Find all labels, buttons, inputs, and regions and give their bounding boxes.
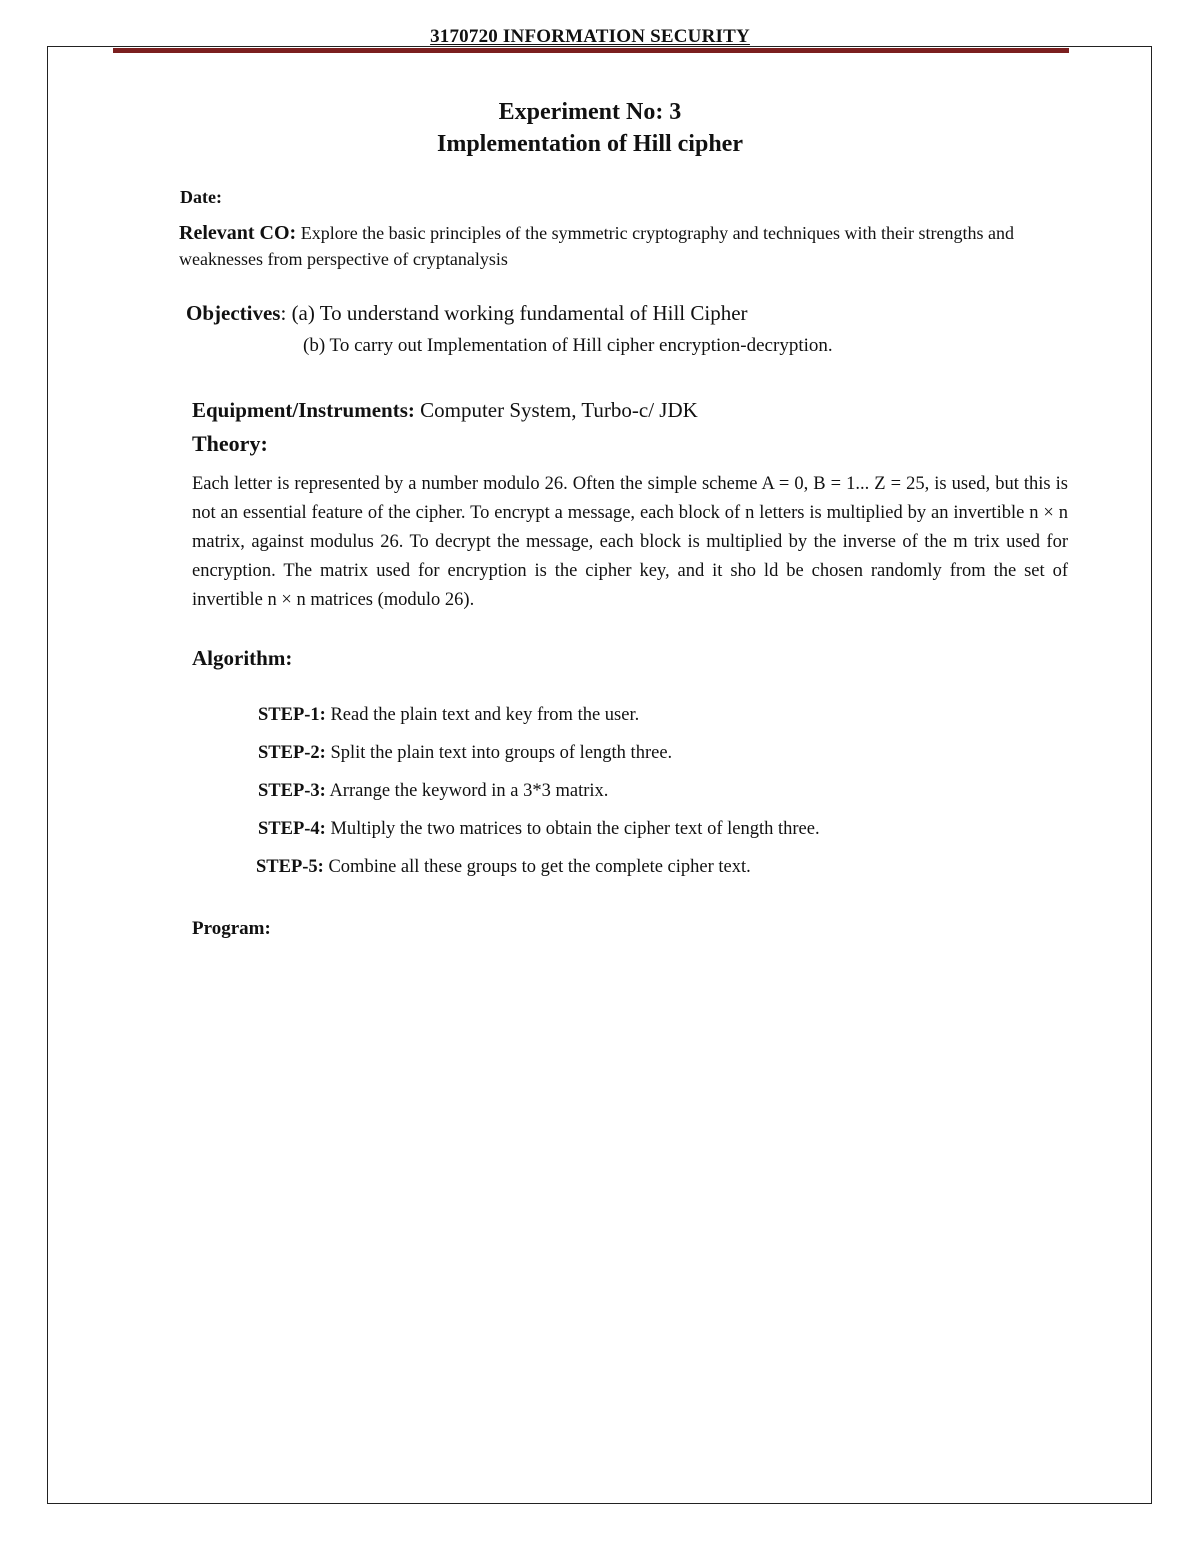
step-text: Combine all these groups to get the complete cipher text. bbox=[323, 857, 751, 877]
step-label: STEP-1: bbox=[258, 705, 326, 725]
experiment-title: Implementation of Hill cipher bbox=[437, 131, 743, 157]
step-label: STEP-4: bbox=[258, 819, 326, 839]
algorithm-step bbox=[258, 819, 820, 840]
step-text: Read the plain text and key from the user. bbox=[325, 705, 640, 725]
equipment-label: Equipment/Instruments: bbox=[192, 398, 415, 422]
step-label: STEP-3: bbox=[258, 781, 326, 801]
step-label: STEP-2: bbox=[258, 743, 326, 763]
relevant-co bbox=[179, 220, 1069, 272]
theory-heading: Theory: bbox=[192, 431, 268, 456]
relevant-co-label: Relevant CO: bbox=[179, 222, 297, 244]
algorithm-step bbox=[258, 743, 672, 764]
step-label: STEP-5: bbox=[256, 857, 324, 877]
equipment-text: Computer System, Turbo-c/ JDK bbox=[414, 398, 698, 422]
step-text: Arrange the keyword in a 3*3 matrix. bbox=[325, 781, 609, 801]
algorithm-step bbox=[258, 705, 639, 726]
algorithm-step bbox=[258, 781, 608, 802]
relevant-co-text: Explore the basic principles of the symmetric cryptography and techniques with their strengths and weaknesses from perspective of cryptanalysis bbox=[179, 223, 1015, 269]
objective-a-text: : (a) To understand working fundamental of Hill Cipher bbox=[280, 301, 748, 325]
algorithm-heading: Algorithm: bbox=[192, 646, 293, 670]
objectives-label: Objectives bbox=[186, 301, 281, 325]
theory-body: Each letter is represented by a number modulo 26. Often the simple scheme A = 0, B = 1... Z = 25, is used, but this is not an essential feature of the cipher. To encrypt a message, each block of n letters is multiplied by an invertible n × n matrix, against modulus 26. To decrypt the message, each block is multiplied by the inverse of the m trix used for encryption. The matrix used for encryption is the cipher key, and it sho ld be chosen randomly from the set of invertible n × n matrices (modulo 26). bbox=[192, 474, 1068, 610]
algorithm-step bbox=[256, 857, 751, 878]
step-text: Split the plain text into groups of length three. bbox=[325, 743, 673, 763]
experiment-number: Experiment No: 3 bbox=[498, 99, 682, 125]
program-heading: Program: bbox=[192, 918, 271, 939]
date-label: Date: bbox=[180, 187, 222, 207]
step-text: Multiply the two matrices to obtain the cipher text of length three. bbox=[325, 819, 820, 839]
header-course-title: 3170720 INFORMATION SECURITY bbox=[430, 26, 750, 47]
objectives-line-a bbox=[186, 301, 748, 326]
header-rule bbox=[113, 48, 1069, 53]
equipment bbox=[192, 398, 698, 423]
objective-b-text: (b) To carry out Implementation of Hill cipher encryption-decryption. bbox=[303, 335, 833, 356]
